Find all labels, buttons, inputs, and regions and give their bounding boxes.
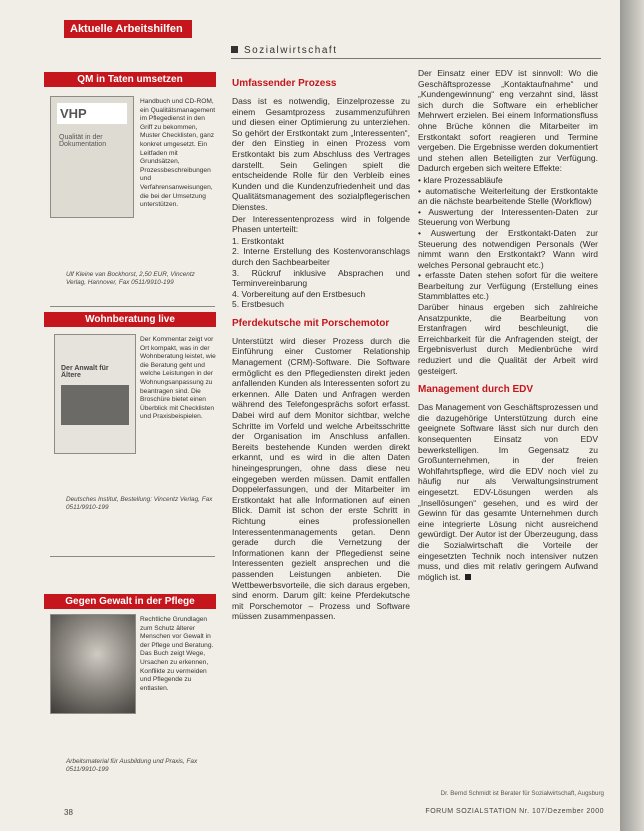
section-marker-icon [231,46,238,53]
col2-paragraph-3 [418,402,598,582]
page-spine [620,0,644,831]
list-item: 5. Erstbesuch [232,299,284,310]
book-cover-2-title: Der Anwalt für Ältere [61,365,109,379]
book-cover-1 [50,96,134,218]
author-note: Dr. Bernd Schmidt ist Berater für Sozialwirtschaft, Augsburg [440,790,604,797]
col1-paragraph-1: Dass ist es notwendig, Einzelprozesse zu einem Gesamtprozess zusammenzuführen und diesen einer Optimierung zu unterziehen. So gehört der Erstkontakt zum „Interessenten“, der den Einstieg in einen Prozess vom Erstkontakt bis zum Abschluss des Vertrages darstellt. Sein Gelingen spielt die entscheidende Rolle für den Verbleib eines Kunden und die Kundenzufriedenheit und das Qualitätsmanagement des sozialpflegerischen Dienstes. [232,96,410,212]
col2-paragraph-1: Der Einsatz einer EDV ist sinnvoll: Wo die Geschäftsprozesse „Kontaktaufnahme“ und „Kundengewinnung“ eng verzahnt sind, lässt sich durch die Software ein erheblicher Mehrwert erzielen. Bei einem Informationsfluss ohne Brüche können die Mitarbeiter im Erstkontakt sofort reagieren und Termine vergeben. Die Ergebnisse werden dokumentiert und stehen allen Beteiligten zur Verfügung. Dadurch ergeben sich weitere Effekte: [418,68,598,174]
section-heading [231,45,337,56]
main-column-2 [418,68,598,583]
sidebar-box3-source: Arbeitsmaterial für Ausbildung und Praxis, Fax 0511/9910-199 [66,758,198,774]
sidebar-divider-2 [50,556,215,557]
col2-paragraph-2: Darüber hinaus ergeben sich zahlreiche Ansatzpunkte, die Bearbeitung von Erstanfragen wird beschleunigt, die Erreichbarkeit für die Anfragenden steigt, der Ergebnisverlust durch Medienbrüche wird reduziert und die Qualität der Arbeit wird gesteigert. [418,302,598,376]
sidebar-box2-source: Deutsches Institut, Bestellung: Vincentz Verlag, Fax 0511/9910-199 [66,496,213,512]
list-item: • Auswertung der Interessenten-Daten zur Steuerung von Werbung [418,206,598,228]
section-banner: Aktuelle Arbeitshilfen [64,20,192,38]
section-title: Sozialwirtschaft [244,45,338,56]
sidebar-box2-text: Der Kommentar zeigt vor Ort kompakt, was in der Wohnberatung leistet, wie die Beratung geht und welche Leistungen in der Wohnungsanpassung zu beantragen sind. Die Broschüre bietet einen Überblick mit Checklisten und Praxisbeispielen. [140,336,216,421]
heading-pferdekutsche: Pferdekutsche mit Porschemotor [232,317,390,329]
phase-list [232,236,410,310]
sidebar-box2-title: Wohnberatung live [44,312,216,327]
sidebar-box1-source: Ulf Kleine van Bockhorst, 2,50 EUR, Vincentz Verlag, Hannover, Fax 0511/9910-199 [66,271,195,287]
col1-paragraph-2: Der Interessentenprozess wird in folgende Phasen unterteilt: [232,213,410,235]
book-cover-2 [54,334,136,454]
heading-umfassender-prozess: Umfassender Prozess [232,78,337,89]
list-item: • erfasste Daten stehen sofort für die weitere Bearbeitung zur Verfügung (Erstellung eines Stammblattes etc.) [418,270,598,302]
book-cover-1-subtitle: Qualität in der Dokumentation [59,134,107,148]
effects-list [418,175,598,302]
sidebar-box3-text: Rechtliche Grundlagen zum Schutz älterer Menschen vor Gewalt in der Pflege und Beratung. Das Buch zeigt Wege, Ursachen zu erkennen, Konflikte zu vermeiden und Pflegende zu entlasten. [140,616,214,692]
page-number: 38 [64,808,73,817]
col2-paragraph-3-text: Das Management von Geschäftsprozessen und die dazugehörige Unterstützung durch eine geeignete Software lässt sich nur durch den konsequenten Einsatz von EDV bewerkstelligen. Im Gegensatz zu Großunternehmen, in der freien Wohlfahrtspflege, wird die EDV noch viel zu häufig nur als Verwaltungsinstrument eingesetzt. EDV-Lösungen werden als „Insellösungen“ gesehen, und es wird der Gewinn für das gesamte Unternehmen durch eine integrierte Lösung nicht ausreichend gewürdigt. Der Autor ist der Überzeugung, dass die Sozialwirtschaft die Vorteile der eingesetzten Technik noch intensiver nutzen muss, und dies mit relativ geringem Aufwand möglich ist. [418,402,598,582]
heading-management-edv: Management durch EDV [418,384,534,396]
col1-paragraph-3: Unterstützt wird dieser Prozess durch die Einführung einer Customer Relationship Management (CRM)-Software. Die Software ermöglicht es den Pflegediensten direkt jeden anfallenden Kunden als Interessenten sofort zu erkennen. Alle Daten und Anfragen werden während des Telefongesprächs sofort erfasst. Dabei wird auf dem Monitor sichtbar, welche Schritte im Vorfeld und welche Arbeitsschritte der Organisation im Anschluss anfallen. Bereits bestehende Kunden werden direkt erkannt, und es wird in die alten Daten hineingesprungen, ohne dass diese neu eingegeben werden müssen. Damit entfallen Doppelerfassungen, und der Mitarbeiter im Erstkontakt hat alle Informationen auf einen Blick. Damit ist schon der erste Schritt in Richtung eines professionellen Interessentenmanagements getan. Denn gerade durch die Vernetzung der Informationen kann der Pflegedienst seine Interessenten gezielt ansprechen und die passenden Leistungen anbieten. Die Wettbewerbsvorteile, die sich daraus ergeben, sind enorm. Darum gilt: keine Pferdekutsche mit Porschemotor – Prozess und Software müssen zusammenpassen. [232,335,410,622]
sidebar-box3-title: Gegen Gewalt in der Pflege [44,594,216,609]
list-item: 2. Interne Erstellung des Kostenvoranschlags durch den Sachbearbeiter [232,246,410,267]
book-cover-2-photo [61,385,129,425]
sidebar-box1-text: Handbuch und CD-ROM, ein Qualitätsmanagement im Pflegedienst in den Griff zu bekommen, Muster Checklisten, ganz konkret umgesetzt. Ein Leitfaden mit Grundsätzen, Prozessbeschreibungen und Verfahrensanweisungen, die bei der Umsetzung unterstützen. [140,98,216,209]
main-column-1 [232,70,410,623]
list-item: 1. Erstkontakt [232,235,284,246]
list-item: 3. Rückruf inklusive Absprachen und Terminvereinbarung [232,267,410,289]
book-cover-1-title: VHP [57,103,127,124]
footer-issue: FORUM SOZIALSTATION Nr. 107/Dezember 2000 [425,808,604,815]
list-item: 4. Vorbereitung auf den Erstbesuch [232,288,366,299]
elderly-woman-photo [50,614,136,714]
sidebar-divider-1 [50,306,215,307]
list-item: • automatische Weiterleitung der Erstkontakte an die nächste bearbeitende Stelle (Workflow) [418,185,598,207]
list-item: • Auswertung der Erstkontakt-Daten zur Steuerung des notwendigen Personals (Wer nimmt wann den Erstkontakt? Wann wird welches Personal gebraucht etc.) [418,227,598,270]
list-item: • klare Prozessabläufe [418,174,503,185]
end-marker-icon [465,574,471,580]
section-rule [231,58,601,59]
sidebar-box1-title: QM in Taten umsetzen [44,72,216,87]
